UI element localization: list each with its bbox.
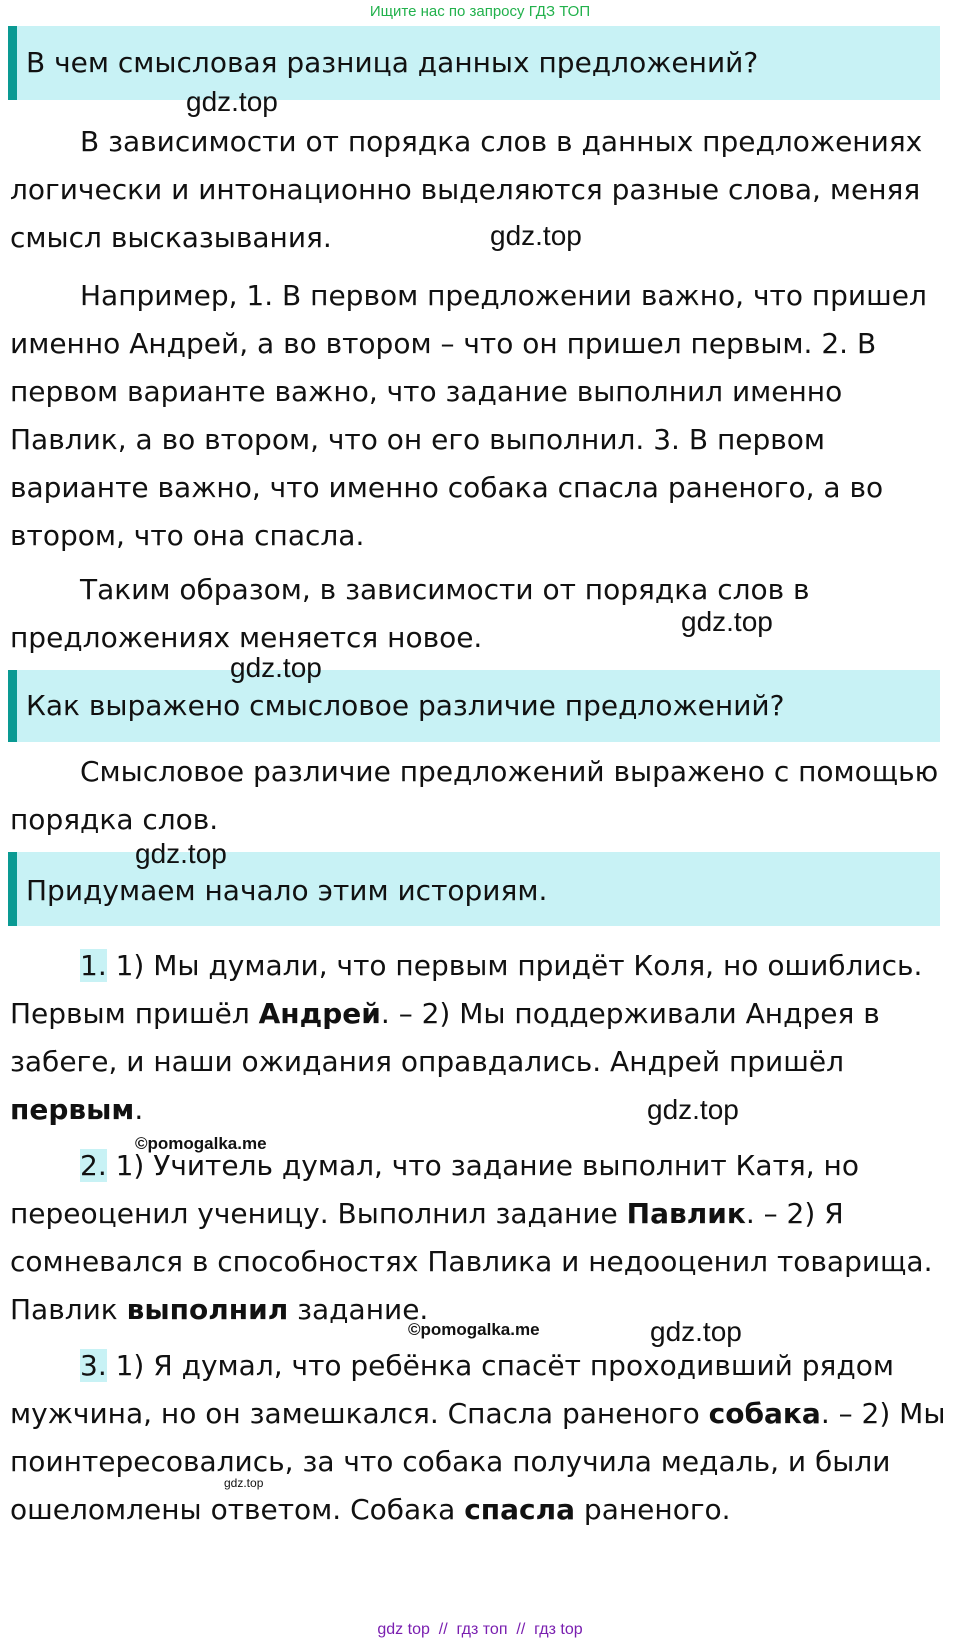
watermark-site: gdz.top: [135, 838, 227, 869]
story-2-text-b: . – 2) Я сомневался в способностях Павлика и недооценил товарища. Павлик: [10, 1197, 933, 1326]
answer-1-text-3: Таким образом, в зависимости от порядка слов в предложениях меняется новое.: [10, 573, 810, 654]
story-2-bold-b: выполнил: [126, 1293, 289, 1326]
story-1-text-c: .: [134, 1093, 144, 1126]
watermark-site: gdz.top: [186, 86, 278, 117]
answer-1-text-1: В зависимости от порядка слов в данных предложениях логически и интонационно выделяются разные слова, меняя смысл высказывания.: [10, 125, 923, 254]
story-3-bold-b: спасла: [464, 1493, 576, 1526]
story-2-text-c: задание.: [288, 1293, 429, 1326]
story-number-1: 1.: [80, 949, 107, 982]
answer-1-paragraph-2: [10, 272, 956, 560]
top-banner: Ищите нас по запросу ГДЗ ТОП: [369, 3, 591, 20]
story-2-bold-a: Павлик: [626, 1197, 746, 1230]
answer-1-text-2: Например, 1. В первом предложении важно, что пришел именно Андрей, а во втором – что он пришел первым. 2. В первом варианте важно, что задание выполнил именно Павлик, а во втором, что он его выполнил. 3. В первом варианте важно, что именно собака спасла раненого, а во втором, что она спасла.: [10, 279, 927, 552]
watermark-site: gdz.top: [490, 220, 582, 251]
watermark-site-small: gdz.top: [224, 1476, 264, 1490]
story-3-bold-a: собака: [708, 1397, 821, 1430]
story-3-text-c: раненого.: [575, 1493, 731, 1526]
story-number-2: 2.: [80, 1149, 107, 1182]
footer-link[interactable]: gdz top // гдз топ // гдз top: [377, 1621, 583, 1638]
question-text-3: Придумаем начало этим историям.: [26, 874, 548, 907]
watermark-site: gdz.top: [647, 1094, 739, 1125]
story-1-text-b: . – 2) Мы поддерживали Андрея в забеге, и наши ожидания оправдались. Андрей пришёл: [10, 997, 880, 1078]
watermark-site: gdz.top: [650, 1316, 742, 1347]
story-3-text-b: . – 2) Мы поинтересовались, за что собака получила медаль, и были ошеломлены ответом. Собака: [10, 1397, 946, 1526]
question-box-2: [8, 670, 940, 742]
answer-1-paragraph-1: [10, 118, 956, 262]
question-box-1: [8, 26, 940, 100]
story-1: [10, 942, 956, 1134]
question-text-1: В чем смысловая разница данных предложений?: [26, 46, 759, 79]
watermark-site: gdz.top: [681, 606, 773, 637]
answer-2-text-1: Смысловое различие предложений выражено с помощью порядка слов.: [10, 755, 939, 836]
story-number-3: 3.: [80, 1349, 107, 1382]
watermark-site: gdz.top: [230, 652, 322, 683]
story-1-text-a: 1) Мы думали, что первым придёт Коля, но ошиблись. Первым пришёл: [10, 949, 923, 1030]
story-2-text-a: 1) Учитель думал, что задание выполнит Катя, но переоценил ученицу. Выполнил задание: [10, 1149, 859, 1230]
story-1-bold-b: первым: [10, 1093, 135, 1126]
story-2: [10, 1142, 956, 1334]
answer-1-paragraph-3: [10, 566, 956, 662]
story-3: [10, 1342, 956, 1534]
story-1-bold-a: Андрей: [258, 997, 381, 1030]
story-3-text-a: 1) Я думал, что ребёнка спасёт проходивший рядом мужчина, но он замешкался. Спасла раненого: [10, 1349, 894, 1430]
watermark-copyright: ©pomogalka.me: [408, 1320, 540, 1339]
watermark-copyright: ©pomogalka.me: [135, 1134, 267, 1153]
question-text-2: Как выражено смысловое различие предложений?: [26, 689, 785, 722]
answer-2-paragraph-1: [10, 748, 956, 844]
